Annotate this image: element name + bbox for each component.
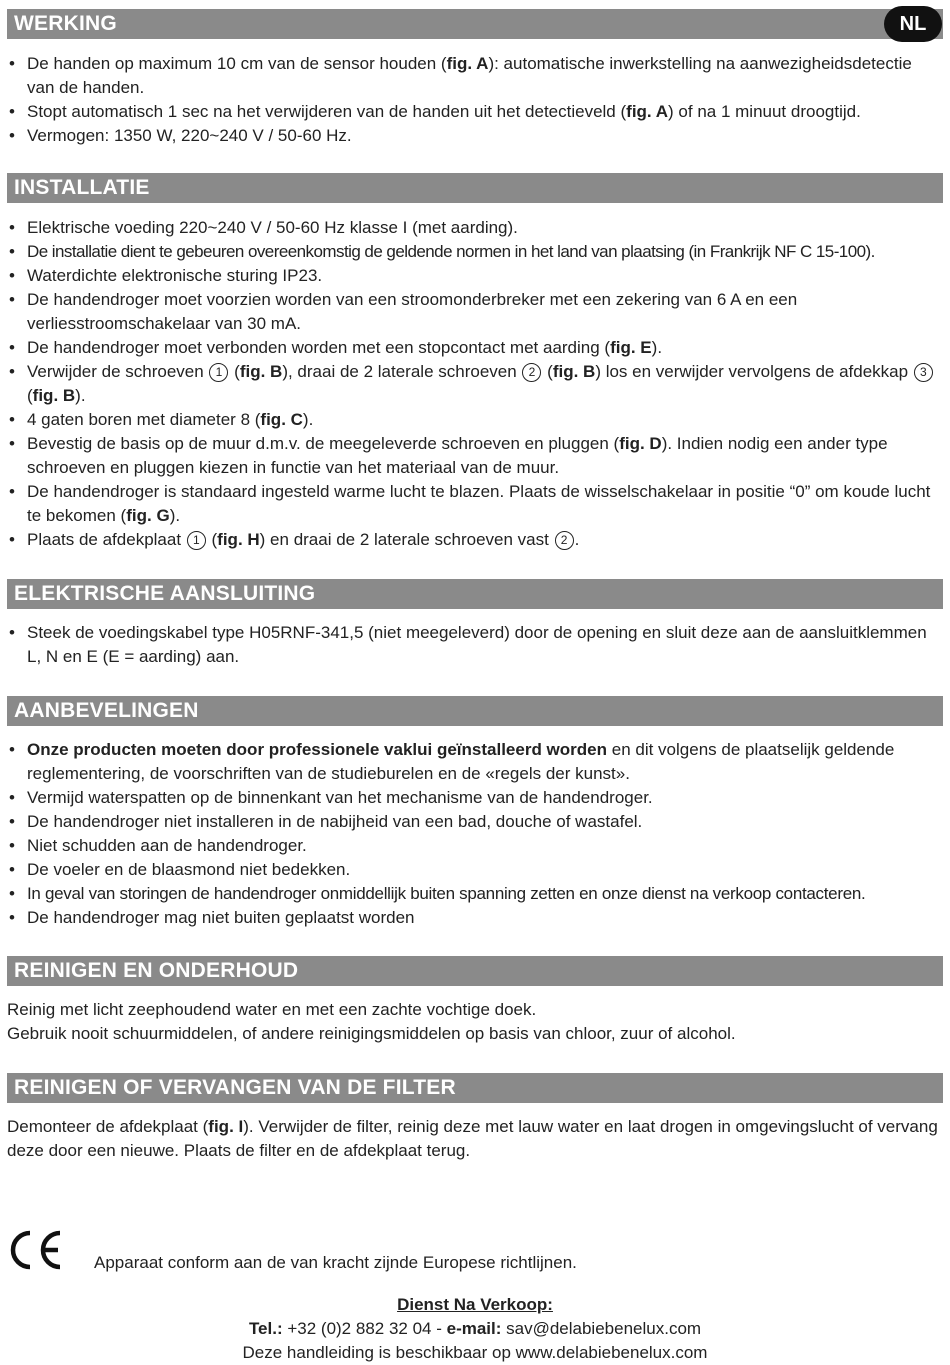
section-header-reinigen-en-onderhoud: REINIGEN EN ONDERHOUD	[7, 956, 943, 986]
reinigen-text: Reinig met licht zeephoudend water en met een zachte vochtige doek. Gebruik nooit schuurmiddelen, of andere reinigingsmiddelen op basis van chloor, zuur of alcohol.	[7, 1000, 736, 1043]
section-header-filter: REINIGEN OF VERVANGEN VAN DE FILTER	[7, 1073, 943, 1103]
list-item: • De installatie dient te gebeuren overeenkomstig de geldende normen in het land van plaatsing (in Frankrijk NF C 15-100).	[7, 240, 943, 264]
list-item: • De handen op maximum 10 cm van de sensor houden (fig. A): automatische inwerkstelling na aanwezigheidsdetectie van de handen.	[7, 52, 943, 100]
list-item: • Waterdichte elektronische sturing IP23.	[7, 264, 943, 288]
list-item: • De handendroger mag niet buiten geplaatst worden	[7, 906, 943, 930]
section-header-installatie: INSTALLATIE	[7, 173, 943, 203]
section-header-aanbevelingen: AANBEVELINGEN	[7, 696, 943, 726]
list-item: • 4 gaten boren met diameter 8 (fig. C).	[7, 408, 943, 432]
list-item: • Niet schudden aan de handendroger.	[7, 834, 943, 858]
list-item: • De handendroger niet installeren in de nabijheid van een bad, douche of wastafel.	[7, 810, 943, 834]
service-contact-line: Tel.: +32 (0)2 882 32 04 - e-mail: sav@delabiebenelux.com	[248, 1319, 702, 1338]
filter-text: Demonteer de afdekplaat (fig. I). Verwijder de filter, reinig deze met lauw water en laat drogen in omgevingslucht of vervang deze door een nieuwe. Plaats de filter en de afdekplaat terug.	[7, 1117, 938, 1160]
list-item: • In geval van storingen de handendroger onmiddellijk buiten spanning zetten en onze dienst na verkoop contacteren.	[7, 882, 943, 906]
circled-number: 1	[187, 531, 206, 550]
list-item: • Stopt automatisch 1 sec na het verwijderen van de handen uit het detectieveld (fig. A) of na 1 minuut droogtijd.	[7, 100, 943, 124]
list-item: • Elektrische voeding 220~240 V / 50-60 Hz klasse I (met aarding).	[7, 216, 943, 240]
circled-number: 2	[555, 531, 574, 550]
list-item: • Verwijder de schroeven 1 (fig. B), draai de 2 laterale schroeven 2 (fig. B) los en verwijder vervolgens de afdekkap 3 (fig. B).	[7, 360, 943, 408]
section-header-werking: WERKING	[7, 9, 943, 39]
list-item: • Plaats de afdekplaat 1 (fig. H) en draai de 2 laterale schroeven vast 2 .	[7, 528, 943, 552]
list-item: • Vermijd waterspatten op de binnenkant van het mechanisme van de handendroger.	[7, 786, 943, 810]
list-item: • Steek de voedingskabel type H05RNF-341,5 (niet meegeleverd) door de opening en sluit deze aan de aansluitklemmen L, N en E (E = aarding) aan.	[7, 621, 943, 669]
manual-availability: Deze handleiding is beschikbaar op www.delabiebenelux.com	[242, 1343, 708, 1362]
circled-number: 1	[209, 363, 228, 382]
installatie-list	[7, 216, 943, 552]
service-title: Dienst Na Verkoop:	[397, 1295, 553, 1314]
list-item: • De handendroger is standaard ingesteld warme lucht te blazen. Plaats de wisselschakelaar in positie “0” om koude lucht te bekomen (fig. G).	[7, 480, 943, 528]
elektrische-list	[7, 621, 943, 669]
list-item: • De handendroger moet voorzien worden van een stroomonderbreker met een zekering van 6 A en een verliesstroomschakelaar van 30 mA.	[7, 288, 943, 336]
circled-number: 2	[522, 363, 541, 382]
list-item: • Bevestig de basis op de muur d.m.v. de meegeleverde schroeven en pluggen (fig. D). Indien nodig een ander type schroeven en pluggen kiezen in functie van het materiaal van de muur.	[7, 432, 943, 480]
ce-mark-logo	[6, 1228, 64, 1272]
werking-list	[7, 52, 943, 148]
language-badge: NL	[884, 6, 942, 42]
service-contact	[0, 1293, 950, 1365]
circled-number: 3	[914, 363, 933, 382]
list-item: • De handendroger moet verbonden worden met een stopcontact met aarding (fig. E).	[7, 336, 943, 360]
aanbevelingen-list	[7, 738, 943, 930]
list-item: • De voeler en de blaasmond niet bedekken.	[7, 858, 943, 882]
conformity-text: Apparaat conform aan de van kracht zijnde Europese richtlijnen.	[94, 1253, 577, 1272]
section-header-elektrische-aansluiting: ELEKTRISCHE AANSLUITING	[7, 579, 943, 609]
list-item: • Onze producten moeten door professionele vaklui geïnstalleerd worden en dit volgens de plaatselijk geldende reglementering, de voorschriften van de studieburelen en de «regels der kunst».	[7, 738, 943, 786]
list-item: • Vermogen: 1350 W, 220~240 V / 50-60 Hz.	[7, 124, 943, 148]
